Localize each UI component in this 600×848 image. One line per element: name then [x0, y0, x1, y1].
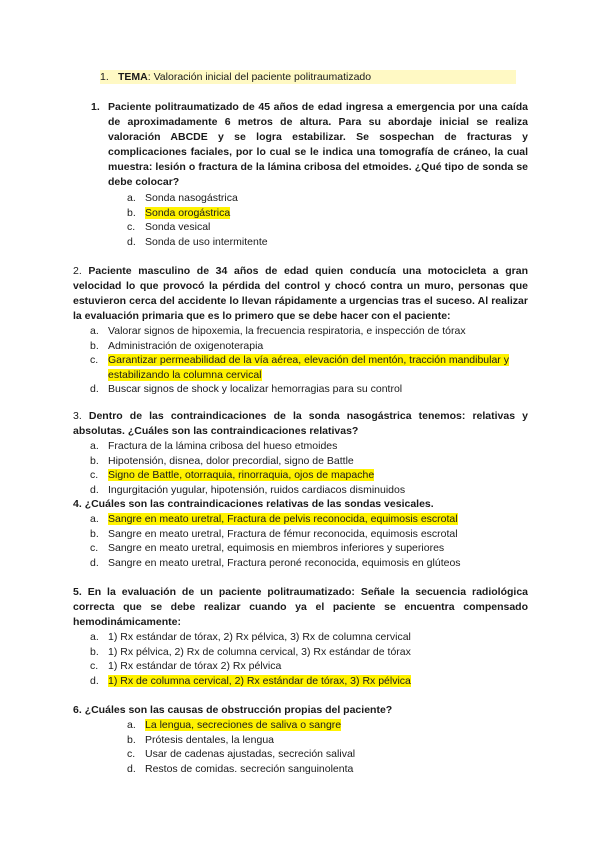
option-text-highlighted: La lengua, secreciones de saliva o sangre: [145, 719, 342, 731]
option-text: Hipotensión, disnea, dolor precordial, signo de Battle: [108, 454, 354, 467]
option-text: Sangre en meato uretral, equimosis en miembros inferiores y superiores: [108, 542, 445, 554]
option-c: [90, 468, 528, 483]
topic-text: : Valoración inicial del paciente politraumatizado: [147, 71, 372, 83]
option-a: [90, 512, 528, 527]
option-text-highlighted: Sangre en meato uretral, Fractura de pelvis reconocida, equimosis escrotal: [108, 513, 458, 525]
option-d: [90, 382, 528, 397]
question-stem: [73, 585, 528, 630]
question-number: 6.: [73, 704, 82, 716]
option-letter: d.: [127, 762, 136, 775]
option-b: [90, 454, 528, 469]
option-d: [90, 483, 528, 498]
option-letter: c.: [127, 748, 136, 760]
option-c: [127, 220, 528, 235]
question-5: [73, 585, 528, 688]
option-c: [127, 747, 528, 762]
option-letter: b.: [90, 527, 99, 540]
question-1: [91, 100, 528, 249]
question-number: 3.: [73, 410, 82, 422]
topic-heading: [100, 70, 516, 84]
option-a: [90, 439, 528, 454]
option-b: [127, 206, 528, 221]
option-letter: b.: [90, 645, 99, 658]
question-text: ¿Cuáles son las contraindicaciones relativas de las sondas vesicales.: [84, 498, 434, 510]
option-letter: a.: [127, 719, 136, 731]
option-letter: c.: [90, 542, 99, 554]
option-a: [127, 191, 528, 206]
option-letter: a.: [90, 325, 99, 337]
option-text: Buscar signos de shock y localizar hemorragias para su control: [108, 383, 403, 395]
option-text-highlighted: Sonda orogástrica: [145, 206, 231, 219]
question-number: 5.: [73, 586, 82, 598]
question-stem: [73, 409, 528, 439]
option-text: 1) Rx estándar de tórax, 2) Rx pélvica, 3) Rx de columna cervical: [108, 631, 411, 643]
option-text: 1) Rx pélvica, 2) Rx de columna cervical, 3) Rx estándar de tórax: [108, 645, 411, 658]
option-text: Sonda de uso intermitente: [145, 235, 268, 248]
option-c: [90, 353, 528, 382]
option-b: [127, 733, 528, 748]
option-c: [90, 541, 528, 556]
option-a: [90, 324, 528, 339]
option-text: Fractura de la lámina cribosa del hueso etmoides: [108, 440, 338, 452]
option-text: Administración de oxigenoterapia: [108, 339, 264, 352]
option-text: 1) Rx estándar de tórax 2) Rx pélvica: [108, 660, 282, 672]
question-text: En la evaluación de un paciente politraumatizado: Señale la secuencia radiológica correcta que se debe realizar cuando ya el paciente se encuentra compensado hemodinámicamente:: [73, 586, 528, 628]
topic-label: TEMA: [118, 71, 148, 83]
option-text-highlighted: Garantizar permeabilidad de la vía aérea, elevación del mentón, tracción mandibular y estabilizando la columna cervical: [108, 354, 509, 381]
option-letter: d.: [90, 383, 99, 395]
option-text: Valorar signos de hipoxemia, la frecuencia respiratoria, e inspección de tórax: [108, 325, 466, 337]
question-text: Paciente masculino de 34 años de edad quien conducía una motocicleta a gran velocidad lo que provocó la pérdida del control y chocó contra un muro, personas que estuvieron cerca del accidente lo llevan rápidamente a urgencias tras el suceso. Al realizar la evaluación primaria que es lo primero que se debe hacer con el paciente:: [73, 265, 529, 322]
question-4: [73, 497, 528, 570]
option-text-highlighted: Signo de Battle, otorraquia, rinorraquia, ojos de mapache: [108, 469, 375, 481]
option-letter: d.: [90, 556, 99, 569]
question-text: Dentro de las contraindicaciones de la sonda nasogástrica tenemos: relativas y absolutas. ¿Cuáles son las contraindicaciones relativas?: [73, 410, 528, 437]
question-stem: [73, 264, 528, 324]
question-text: Paciente politraumatizado de 45 años de edad ingresa a emergencia por una caída de aproximadamente 6 metros de altura. Para su abordaje inicial se realiza valoración ABCDE y se logra estabilizar. Se sospechan de fracturas y complicaciones faciales, por lo cual se le indica una tomografía de cráneo, la cual muestra: lesión o fractura de la lámina cribosa del etmoides. ¿Qué tipo de sonda se debe colocar?: [108, 101, 528, 188]
option-text: Ingurgitación yugular, hipotensión, ruidos cardiacos disminuidos: [108, 483, 406, 496]
option-letter: c.: [127, 221, 136, 233]
question-number: 2.: [73, 265, 82, 277]
option-letter: a.: [90, 440, 99, 452]
option-b: [90, 645, 528, 660]
option-letter: d.: [127, 235, 136, 248]
option-text: Prótesis dentales, la lengua: [145, 733, 274, 746]
option-a: [127, 718, 528, 733]
question-number: 4.: [73, 498, 82, 510]
option-d: [90, 674, 528, 689]
option-letter: b.: [90, 454, 99, 467]
option-letter: a.: [127, 192, 136, 204]
option-letter: b.: [90, 339, 99, 352]
option-b: [90, 527, 528, 542]
option-d: [127, 762, 528, 777]
question-2: [73, 264, 528, 397]
option-text: Sonda nasogástrica: [145, 192, 238, 204]
question-stem: [73, 497, 528, 512]
option-d: [90, 556, 528, 571]
question-stem: [73, 703, 528, 718]
option-letter: c.: [90, 354, 99, 366]
option-letter: a.: [90, 513, 99, 525]
option-letter: b.: [127, 206, 136, 219]
question-text: ¿Cuáles son las causas de obstrucción propias del paciente?: [84, 704, 393, 716]
option-c: [90, 659, 528, 674]
question-6: [73, 703, 528, 776]
option-letter: c.: [90, 469, 99, 481]
option-text: Sangre en meato uretral, Fractura peroné reconocida, equimosis en glúteos: [108, 556, 461, 569]
question-stem: [91, 100, 528, 190]
question-number: 1.: [91, 101, 100, 113]
option-text: Sangre en meato uretral, Fractura de fémur reconocida, equimosis escrotal: [108, 527, 458, 540]
question-3: [73, 409, 528, 497]
option-letter: c.: [90, 660, 99, 672]
option-letter: b.: [127, 733, 136, 746]
option-text-highlighted: 1) Rx de columna cervical, 2) Rx estándar de tórax, 3) Rx pélvica: [108, 674, 411, 687]
option-letter: d.: [90, 483, 99, 496]
topic-number: 1.: [100, 71, 109, 83]
option-text: Usar de cadenas ajustadas, secreción salival: [145, 748, 356, 760]
option-text: Sonda vesical: [145, 221, 211, 233]
option-letter: a.: [90, 631, 99, 643]
option-a: [90, 630, 528, 645]
option-text: Restos de comidas. secreción sanguinolenta: [145, 762, 354, 775]
option-d: [127, 235, 528, 250]
option-b: [90, 339, 528, 354]
option-letter: d.: [90, 674, 99, 687]
